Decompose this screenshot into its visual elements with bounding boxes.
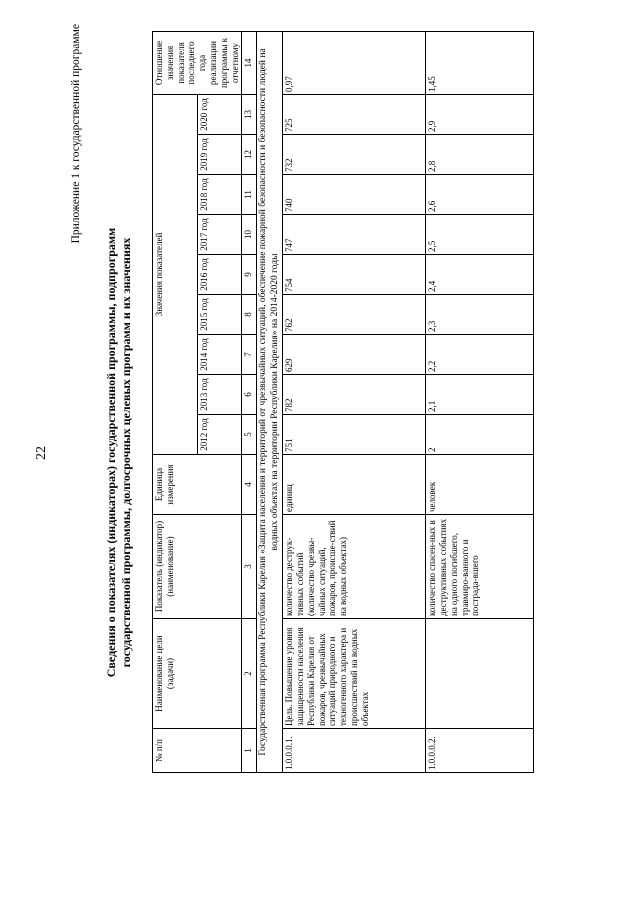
ratio-cell: 0,97 <box>283 31 426 94</box>
value-cell: 754 <box>283 255 426 295</box>
column-number: 9 <box>242 255 257 295</box>
header-year: 2012 год <box>197 415 242 455</box>
indicators-table <box>152 31 534 773</box>
ratio-cell: 1,45 <box>426 31 534 94</box>
value-cell: 2,2 <box>426 335 534 375</box>
header-year: 2018 год <box>197 175 242 215</box>
value-cell: 762 <box>283 295 426 335</box>
row-num: 1.0.0.0.1. <box>283 729 426 773</box>
appendix-label: Приложение 1 к государственной программе <box>70 24 82 244</box>
header-year: 2014 год <box>197 335 242 375</box>
header-values-group: Значения показателей <box>153 94 198 454</box>
value-cell: 725 <box>283 94 426 134</box>
column-number: 5 <box>242 415 257 455</box>
column-number: 6 <box>242 375 257 415</box>
header-unit: Единица измерения <box>153 455 242 515</box>
header-indicator: Показатель (индикатор) (наименование) <box>153 515 242 619</box>
row-unit: человек <box>426 455 534 515</box>
value-cell: 2,3 <box>426 295 534 335</box>
value-cell: 2,4 <box>426 255 534 295</box>
column-number: 13 <box>242 94 257 134</box>
column-number: 14 <box>242 31 257 94</box>
value-cell: 2,9 <box>426 94 534 134</box>
header-goal: Наименование цели (задачи) <box>153 619 242 729</box>
value-cell: 740 <box>283 175 426 215</box>
page-number: 22 <box>34 446 49 460</box>
row-indicator: количество спасен-ных в деструктивных событиях на одного погибшего, травмиро-ванного и пострада-вшего <box>426 515 534 619</box>
table-title-line-1: Сведения о показателях (индикаторах) государственной программы, подпрограмм <box>104 227 118 678</box>
row-indicator: количество деструк-тивных событий (количество чрезвы-чайных ситуаций, пожаров, происше-ствий на водных объектах) <box>283 515 426 619</box>
value-cell: 732 <box>283 135 426 175</box>
row-goal: Цель. Повышение уровня защищенности населения Республики Карелия от пожаров, чрезвычайных ситуаций природного и техногенного характера и происшествий на водных объектах <box>283 619 426 729</box>
program-row: Государственная программа Республики Карелия «Защита населения и территорий от чрезвычайных ситуаций, обеспечение пожарной безопасности и безопасности людей на водных объектах на территории Республики Карелия» на 2014-2020 годы <box>257 31 283 772</box>
value-cell: 747 <box>283 215 426 255</box>
header-year: 2017 год <box>197 215 242 255</box>
column-number: 4 <box>242 455 257 515</box>
row-goal <box>426 619 534 729</box>
header-year: 2019 год <box>197 135 242 175</box>
column-number: 7 <box>242 335 257 375</box>
column-number: 8 <box>242 295 257 335</box>
value-cell: 2,8 <box>426 135 534 175</box>
header-year: 2013 год <box>197 375 242 415</box>
header-ratio: Отношение значения показателя последнего года реализации программы к отчетному <box>153 31 242 94</box>
column-number: 10 <box>242 215 257 255</box>
column-number: 1 <box>242 729 257 773</box>
row-num: 1.0.0.0.2. <box>426 729 534 773</box>
value-cell: 629 <box>283 335 426 375</box>
header-year: 2015 год <box>197 295 242 335</box>
column-number: 11 <box>242 175 257 215</box>
value-cell: 2 <box>426 415 534 455</box>
header-num: № п/п <box>153 729 242 773</box>
value-cell: 2,1 <box>426 375 534 415</box>
table-title-line-2: государственной программы, долгосрочных целевых программ и их значениях <box>119 237 133 668</box>
header-year: 2020 год <box>197 94 242 134</box>
column-number: 12 <box>242 135 257 175</box>
row-unit: единиц <box>283 455 426 515</box>
column-number: 3 <box>242 515 257 619</box>
column-number: 2 <box>242 619 257 729</box>
value-cell: 2,5 <box>426 215 534 255</box>
header-year: 2016 год <box>197 255 242 295</box>
value-cell: 751 <box>283 415 426 455</box>
value-cell: 782 <box>283 375 426 415</box>
value-cell: 2,6 <box>426 175 534 215</box>
